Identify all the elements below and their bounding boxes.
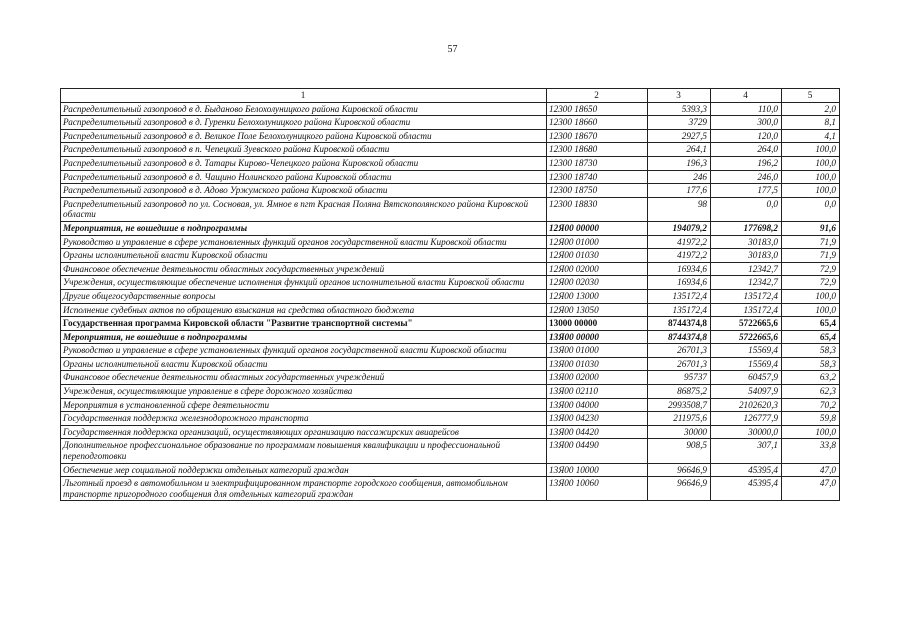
row-name-cell: Распределительный газопровод в д. Гуренки Белохолуницкого района Кировской области [61,116,547,130]
row-value-col4: 196,2 [711,156,782,170]
row-code-cell: 12300 18660 [547,116,648,130]
row-value-col4: 30000,0 [711,425,782,439]
row-value-col3: 5393,3 [648,102,711,116]
row-value-col4: 5722665,6 [711,317,782,331]
header-cell-3: 3 [648,89,711,103]
row-value-col4: 126777,9 [711,412,782,426]
row-name-cell: Государственная поддержка организаций, осуществляющих организацию пассажирских авиарейсов [61,425,547,439]
row-code-cell: 13Я00 04490 [547,439,648,463]
page-number: 57 [447,44,458,55]
row-value-col3: 86875,2 [648,385,711,399]
row-value-col3: 26701,3 [648,344,711,358]
row-value-col3: 41972,2 [648,249,711,263]
row-name-cell: Государственная поддержка железнодорожного транспорта [61,412,547,426]
table-row [61,235,840,249]
row-code-cell: 13Я00 10000 [547,463,648,477]
table-row [61,262,840,276]
table-row [61,317,840,331]
row-name-cell: Финансовое обеспечение деятельности областных государственных учреждений [61,371,547,385]
row-name-cell: Мероприятия, не вошедшие в подпрограммы [61,330,547,344]
row-value-col4: 30183,0 [711,249,782,263]
header-cell-1: 1 [61,89,547,103]
row-name-cell: Учреждения, осуществляющие управление в сфере дорожного хозяйства [61,385,547,399]
row-code-cell: 12Я00 02000 [547,262,648,276]
row-value-col3: 8744374,8 [648,330,711,344]
row-value-col4: 15569,4 [711,357,782,371]
row-name-cell: Мероприятия в установленной сфере деятельности [61,398,547,412]
row-value-col4: 12342,7 [711,276,782,290]
row-percent-col5: 91,6 [782,221,840,235]
row-name-cell: Дополнительное профессиональное образование по программам повышения квалификации и профессиональной переподготовки [61,439,547,463]
row-name-cell: Распределительный газопровод в д. Татары Кирово-Чепецкого района Кировской области [61,156,547,170]
table-row [61,425,840,439]
row-percent-col5: 70,2 [782,398,840,412]
row-name-cell: Обеспечение мер социальной поддержки отдельных категорий граждан [61,463,547,477]
row-code-cell: 12300 18830 [547,197,648,221]
row-name-cell: Финансовое обеспечение деятельности областных государственных учреждений [61,262,547,276]
row-percent-col5: 100,0 [782,156,840,170]
table-row [61,276,840,290]
row-value-col4: 300,0 [711,116,782,130]
row-value-col4: 177698,2 [711,221,782,235]
row-code-cell: 12Я00 00000 [547,221,648,235]
row-code-cell: 13Я00 04420 [547,425,648,439]
row-percent-col5: 100,0 [782,289,840,303]
row-percent-col5: 59,8 [782,412,840,426]
row-value-col3: 8744374,8 [648,317,711,331]
row-name-cell: Распределительный газопровод по ул. Сосновая, ул. Ямное в пгт Красная Поляна Вятскополянского района Кировской области [61,197,547,221]
row-percent-col5: 4,1 [782,129,840,143]
row-value-col4: 110,0 [711,102,782,116]
row-value-col4: 246,0 [711,170,782,184]
table-row [61,170,840,184]
row-value-col4: 15569,4 [711,344,782,358]
row-code-cell: 13000 00000 [547,317,648,331]
row-percent-col5: 8,1 [782,116,840,130]
row-name-cell: Другие общегосударственные вопросы [61,289,547,303]
budget-table-body [61,89,840,501]
table-row [61,156,840,170]
row-value-col3: 246 [648,170,711,184]
row-value-col3: 16934,6 [648,262,711,276]
table-row [61,477,840,501]
row-value-col3: 194079,2 [648,221,711,235]
row-value-col3: 30000 [648,425,711,439]
row-value-col3: 2993508,7 [648,398,711,412]
row-value-col3: 177,6 [648,184,711,198]
row-code-cell: 12Я00 01030 [547,249,648,263]
table-row [61,385,840,399]
row-percent-col5: 100,0 [782,170,840,184]
row-value-col3: 2927,5 [648,129,711,143]
table-row [61,330,840,344]
row-percent-col5: 47,0 [782,463,840,477]
table-row [61,439,840,463]
row-name-cell: Распределительный газопровод в д. Чащино Нолинского района Кировской области [61,170,547,184]
row-value-col4: 2102620,3 [711,398,782,412]
row-value-col4: 45395,4 [711,463,782,477]
row-code-cell: 12300 18680 [547,143,648,157]
row-value-col4: 177,5 [711,184,782,198]
row-value-col4: 264,0 [711,143,782,157]
row-code-cell: 13Я00 00000 [547,330,648,344]
row-percent-col5: 71,9 [782,235,840,249]
table-row [61,221,840,235]
row-value-col4: 307,1 [711,439,782,463]
row-name-cell: Распределительный газопровод в д. Быданово Белохолуницкого района Кировской области [61,102,547,116]
table-row [61,197,840,221]
row-percent-col5: 33,8 [782,439,840,463]
table-row [61,357,840,371]
budget-table [60,88,840,501]
row-name-cell: Распределительный газопровод в д. Великое Поле Белохолуницкого района Кировской области [61,129,547,143]
row-value-col3: 96646,9 [648,477,711,501]
row-name-cell: Мероприятия, не вошедшие в подпрограммы [61,221,547,235]
table-row [61,398,840,412]
row-percent-col5: 58,3 [782,344,840,358]
row-percent-col5: 58,3 [782,357,840,371]
row-code-cell: 13Я00 04230 [547,412,648,426]
row-percent-col5: 100,0 [782,184,840,198]
row-percent-col5: 2,0 [782,102,840,116]
row-value-col3: 41972,2 [648,235,711,249]
row-value-col3: 264,1 [648,143,711,157]
row-value-col4: 60457,9 [711,371,782,385]
table-row [61,463,840,477]
row-percent-col5: 72,9 [782,262,840,276]
header-cell-5: 5 [782,89,840,103]
row-value-col4: 120,0 [711,129,782,143]
table-header-row [61,89,840,103]
row-value-col4: 135172,4 [711,289,782,303]
row-code-cell: 13Я00 04000 [547,398,648,412]
row-percent-col5: 71,9 [782,249,840,263]
row-percent-col5: 65,4 [782,330,840,344]
row-value-col4: 54097,9 [711,385,782,399]
row-percent-col5: 62,3 [782,385,840,399]
row-code-cell: 13Я00 10060 [547,477,648,501]
row-name-cell: Льготный проезд в автомобильном и электрифицированном транспорте городского сообщения, автомобильном транспорте пригородного сообщения для отдельных категорий граждан [61,477,547,501]
row-percent-col5: 100,0 [782,425,840,439]
row-name-cell: Руководство и управление в сфере установленных функций органов государственной власти Кировской области [61,344,547,358]
row-value-col3: 95737 [648,371,711,385]
row-percent-col5: 100,0 [782,303,840,317]
row-value-col4: 12342,7 [711,262,782,276]
row-code-cell: 12300 18740 [547,170,648,184]
table-row [61,249,840,263]
row-value-col3: 908,5 [648,439,711,463]
row-code-cell: 12300 18670 [547,129,648,143]
header-cell-4: 4 [711,89,782,103]
row-name-cell: Руководство и управление в сфере установленных функций органов государственной власти Кировской области [61,235,547,249]
row-value-col3: 98 [648,197,711,221]
row-code-cell: 12Я00 13050 [547,303,648,317]
table-row [61,289,840,303]
row-percent-col5: 47,0 [782,477,840,501]
row-name-cell: Органы исполнительной власти Кировской области [61,357,547,371]
row-name-cell: Учреждения, осуществляющие обеспечение исполнения функций органов исполнительной власти Кировской области [61,276,547,290]
row-percent-col5: 65,4 [782,317,840,331]
row-percent-col5: 72,9 [782,276,840,290]
row-value-col4: 0,0 [711,197,782,221]
row-value-col4: 135172,4 [711,303,782,317]
row-value-col3: 96646,9 [648,463,711,477]
table-row [61,371,840,385]
row-code-cell: 12300 18730 [547,156,648,170]
table-row [61,143,840,157]
row-value-col3: 135172,4 [648,289,711,303]
row-value-col4: 5722665,6 [711,330,782,344]
table-row [61,116,840,130]
table-row [61,303,840,317]
row-percent-col5: 63,2 [782,371,840,385]
row-name-cell: Государственная программа Кировской области "Развитие транспортной системы" [61,317,547,331]
row-name-cell: Распределительный газопровод в д. Адово Уржумского района Кировской области [61,184,547,198]
table-row [61,344,840,358]
table-row [61,184,840,198]
row-value-col3: 3729 [648,116,711,130]
row-value-col4: 45395,4 [711,477,782,501]
row-percent-col5: 100,0 [782,143,840,157]
row-code-cell: 12300 18750 [547,184,648,198]
row-name-cell: Органы исполнительной власти Кировской области [61,249,547,263]
row-name-cell: Исполнение судебных актов по обращению взыскания на средства областного бюджета [61,303,547,317]
row-value-col3: 135172,4 [648,303,711,317]
row-code-cell: 12Я00 02030 [547,276,648,290]
row-value-col4: 30183,0 [711,235,782,249]
table-row [61,102,840,116]
row-code-cell: 12300 18650 [547,102,648,116]
row-value-col3: 16934,6 [648,276,711,290]
header-cell-2: 2 [547,89,648,103]
row-name-cell: Распределительный газопровод в п. Чепецкий Зуевского района Кировской области [61,143,547,157]
row-code-cell: 13Я00 02110 [547,385,648,399]
row-value-col3: 196,3 [648,156,711,170]
row-code-cell: 13Я00 01030 [547,357,648,371]
row-percent-col5: 0,0 [782,197,840,221]
row-value-col3: 211975,6 [648,412,711,426]
row-code-cell: 13Я00 02000 [547,371,648,385]
table-row [61,129,840,143]
row-value-col3: 26701,3 [648,357,711,371]
row-code-cell: 12Я00 01000 [547,235,648,249]
row-code-cell: 13Я00 01000 [547,344,648,358]
table-row [61,412,840,426]
row-code-cell: 12Я00 13000 [547,289,648,303]
